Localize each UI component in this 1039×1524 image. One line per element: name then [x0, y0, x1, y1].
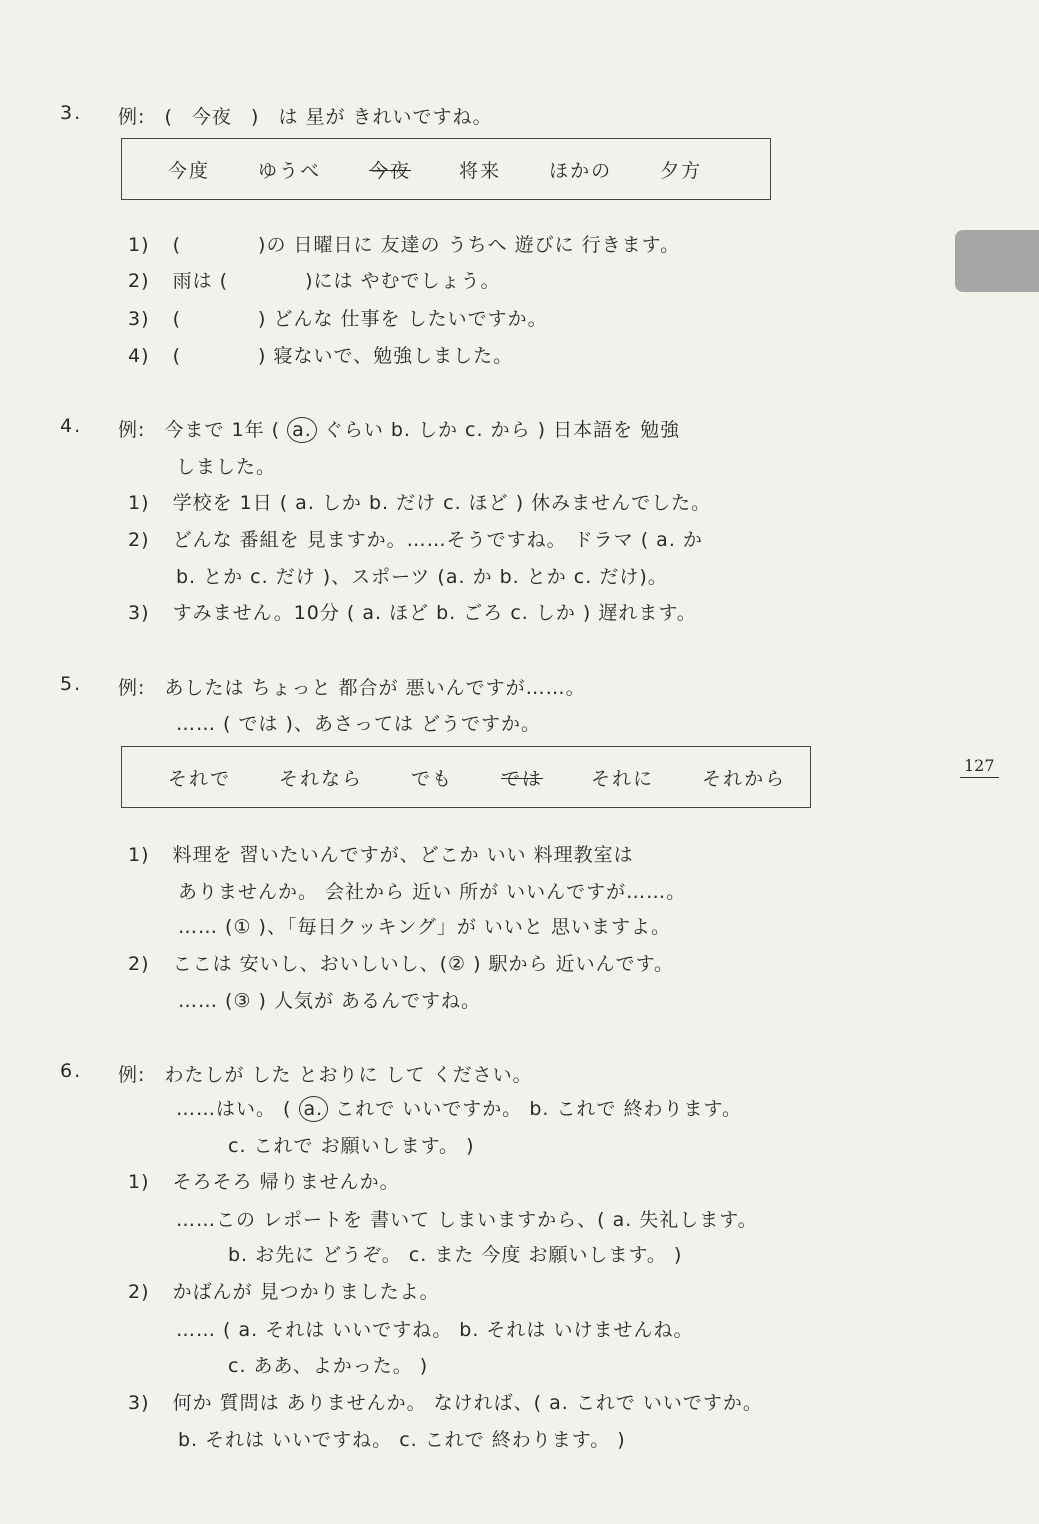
circled-answer: a.	[299, 1096, 329, 1122]
s6-item-3-cont: b. それは いいですね。 c. これで 終わります。 )	[178, 1429, 626, 1451]
word-choice: ゆうべ	[258, 159, 322, 182]
example-answer: 今夜	[191, 106, 232, 128]
s4-item-2: 2) どんな 番組を 見ますか。……そうですね。 ドラマ ( a. か	[128, 529, 703, 551]
s3-example: 例: ( 今夜 ) は 星が きれいですね。	[118, 106, 493, 128]
s6-item-2-cont: c. ああ、よかった。 )	[228, 1355, 429, 1377]
word-choice: でも	[411, 767, 454, 790]
section-6-number: 6.	[60, 1060, 83, 1082]
s6-item-2: 2) かばんが 見つかりましたよ。	[128, 1281, 440, 1303]
s3-item-4: 4) ( ) 寝ないで、勉強しました。	[128, 345, 514, 367]
s6-item-1-reply: ……この レポートを 書いて しまいますから、( a. 失礼します。	[176, 1209, 758, 1231]
s3-item-3: 3) ( ) どんな 仕事を したいですか。	[128, 308, 548, 330]
s4-item-3: 3) すみません。10分 ( a. ほど b. ごろ c. しか ) 遅れます。	[128, 602, 697, 624]
section-5-number: 5.	[60, 673, 83, 695]
example-label: 例:	[118, 1064, 146, 1086]
word-choice: それから	[702, 767, 787, 790]
s4-example: 例: 今まで 1年 ( a. ぐらい b. しか c. から ) 日本語を 勉強	[118, 419, 681, 441]
s4-item-2-cont: b. とか c. だけ )、スポーツ (a. か b. とか c. だけ)。	[176, 566, 668, 588]
word-choice: それに	[591, 767, 655, 790]
section-4-number: 4.	[60, 415, 83, 437]
s6-example-cont: ……はい。 ( a. これで いいですか。 b. これで 終わります。	[176, 1098, 742, 1120]
circled-answer: a.	[287, 417, 317, 443]
word-choice: 将来	[459, 159, 502, 182]
s3-word-box	[121, 138, 771, 200]
word-choice: 夕方	[660, 159, 703, 182]
word-choice: それで	[168, 767, 232, 790]
s5-item-1-cont: ありませんか。 会社から 近い 所が いいんですが……。	[178, 881, 687, 903]
s5-word-box	[121, 746, 811, 808]
s5-item-1-reply: …… (① )、「毎日クッキング」が いいと 思いますよ。	[178, 916, 671, 938]
s6-item-3: 3) 何か 質問は ありませんか。 なければ、( a. これで いいですか。	[128, 1392, 763, 1414]
example-label: 例:	[118, 677, 146, 699]
s4-example-cont: しました。	[176, 456, 277, 478]
example-label: 例:	[118, 106, 146, 128]
s5-item-2: 2) ここは 安いし、おいしいし、(② ) 駅から 近いんです。	[128, 953, 675, 975]
example-label: 例:	[118, 419, 146, 441]
s6-item-1: 1) そろそろ 帰りませんか。	[128, 1171, 400, 1193]
s3-item-2: 2) 雨は ( )には やむでしょう。	[128, 270, 501, 292]
s5-item-1: 1) 料理を 習いたいんですが、どこか いい 料理教室は	[128, 844, 634, 866]
s6-example: 例: わたしが した とおりに して ください。	[118, 1064, 533, 1086]
section-3-number: 3.	[60, 102, 83, 124]
page-number: 127	[960, 756, 999, 778]
s5-example: 例: あしたは ちょっと 都合が 悪いんですが……。	[118, 677, 586, 699]
s5-item-2-reply: …… (③ ) 人気が あるんですね。	[178, 990, 482, 1012]
word-choice: ほかの	[549, 159, 613, 182]
s3-item-1: 1) ( )の 日曜日に 友達の うちへ 遊びに 行きます。	[128, 234, 681, 256]
s6-example-cont2: c. これで お願いします。 )	[228, 1135, 475, 1157]
s5-example-cont: …… ( では )、あさっては どうですか。	[176, 713, 541, 735]
s6-item-2-reply: …… ( a. それは いいですね。 b. それは いけませんね。	[176, 1319, 694, 1341]
s4-item-1: 1) 学校を 1日 ( a. しか b. だけ c. ほど ) 休みませんでした。	[128, 492, 712, 514]
word-choice-used: 今夜	[369, 159, 412, 182]
s6-item-1-cont: b. お先に どうぞ。 c. また 今度 お願いします。 )	[228, 1244, 683, 1266]
word-choice: 今度	[168, 159, 211, 182]
word-choice: それなら	[279, 767, 364, 790]
chapter-tab	[955, 230, 1039, 292]
word-choice-used: では	[501, 767, 544, 790]
